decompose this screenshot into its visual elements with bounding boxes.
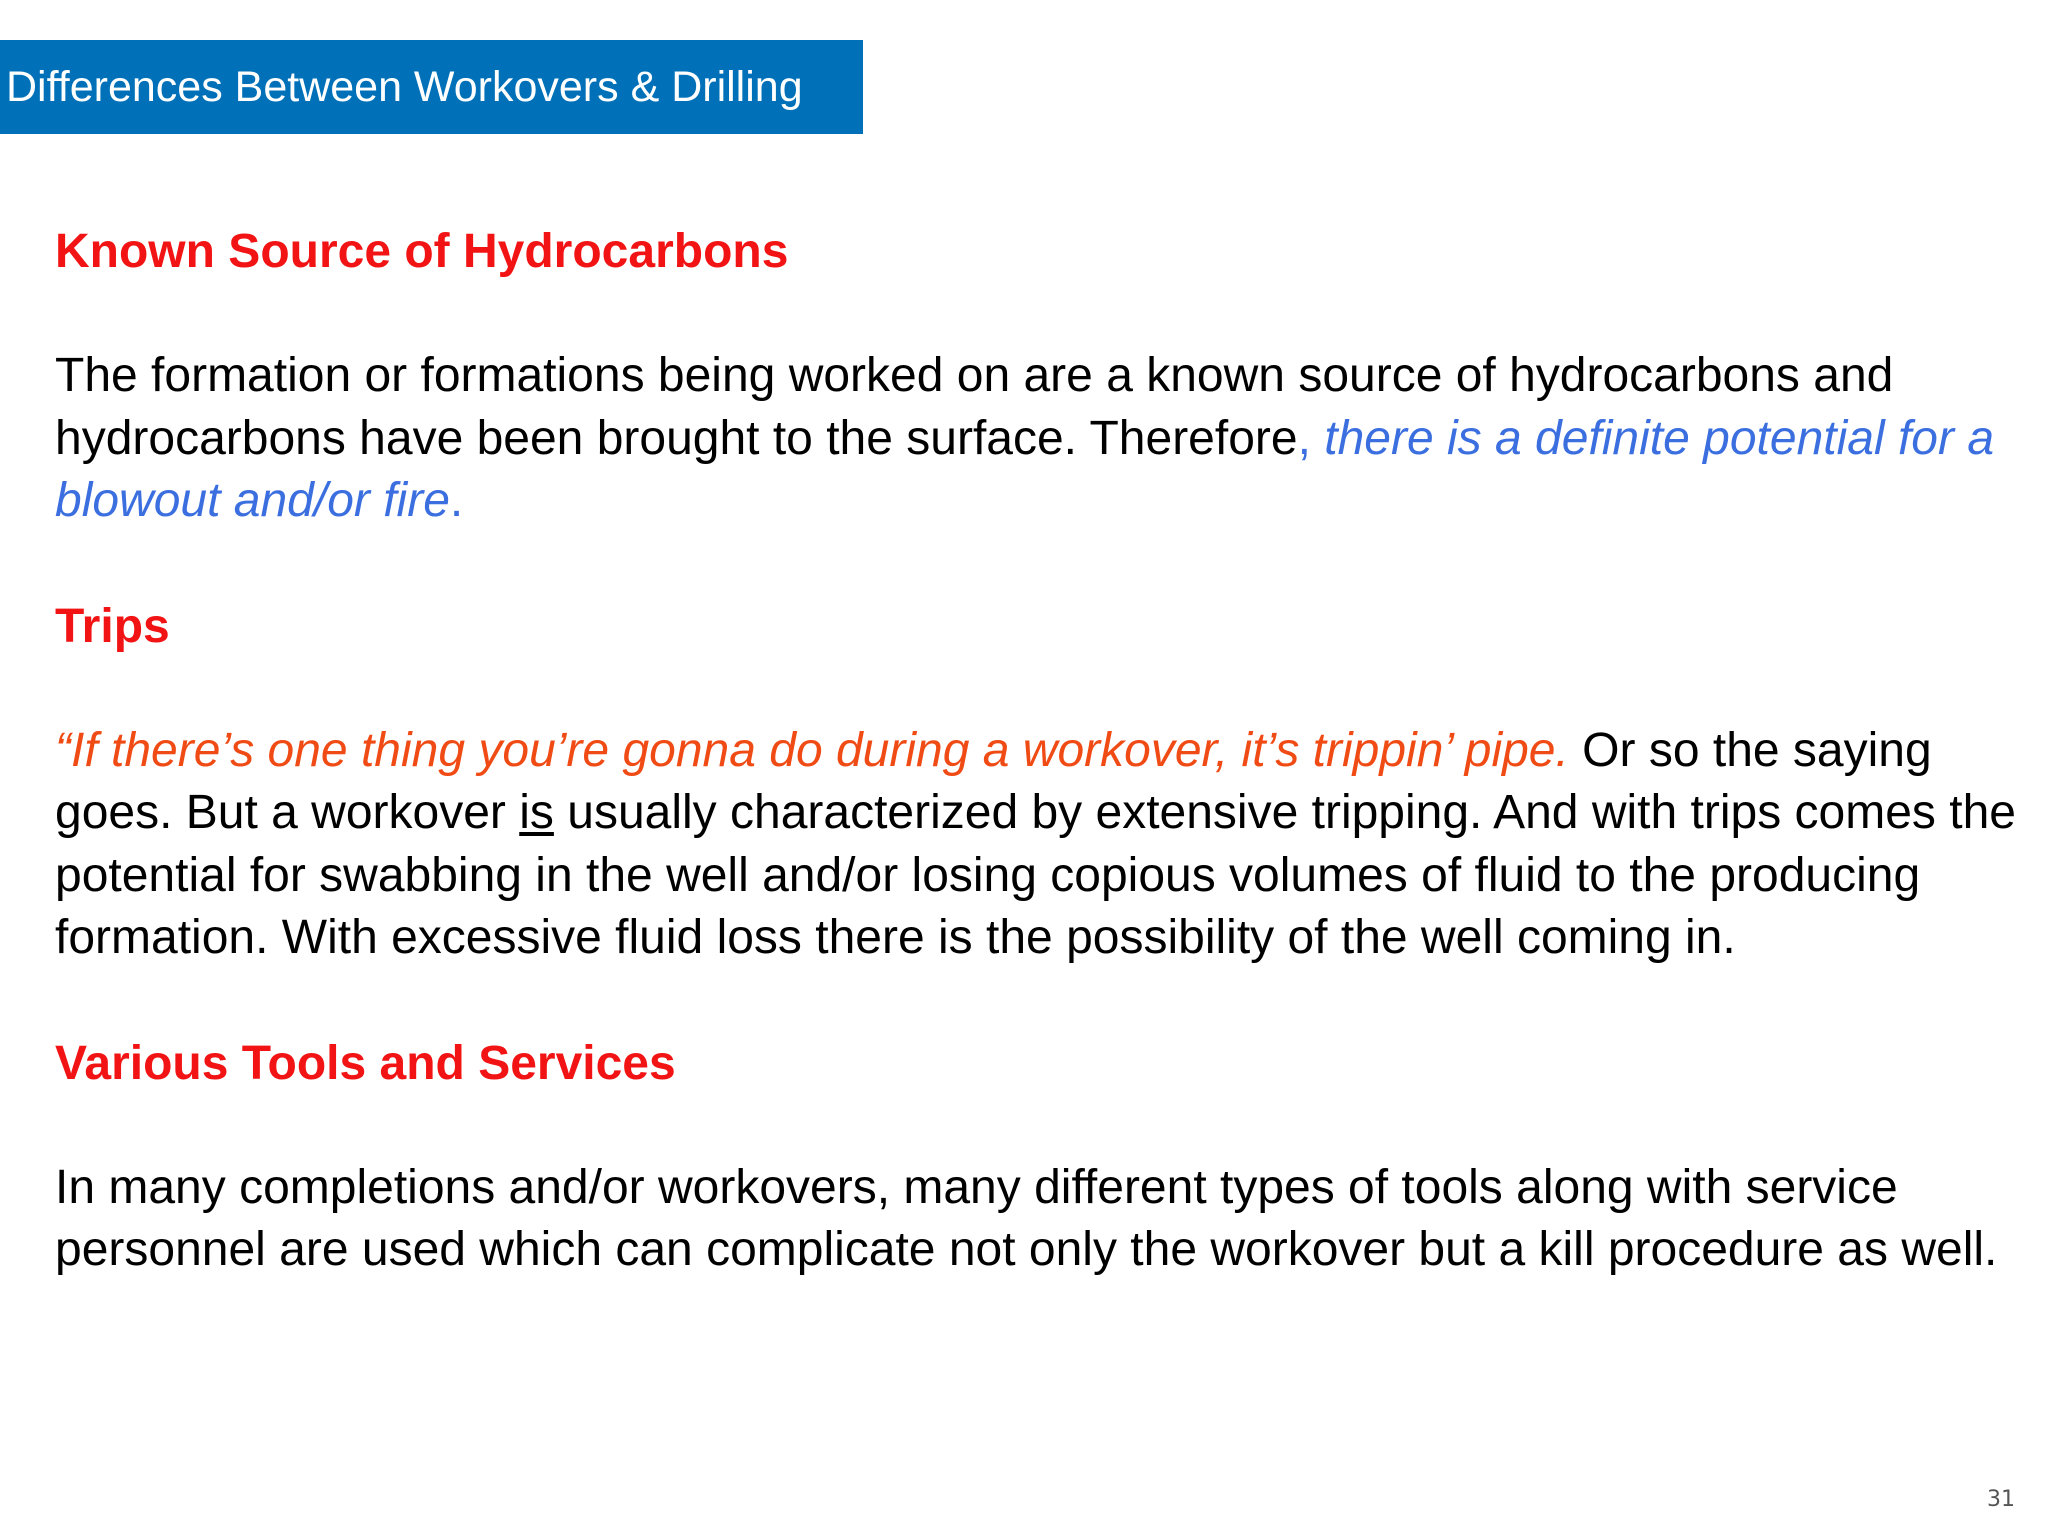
slide-content (55, 220, 2025, 1282)
section-body-known-source (55, 345, 2025, 533)
highlighted-warning: there is a definite potential for a blowout and/or fire (55, 411, 1995, 527)
underlined-word: is (519, 786, 554, 839)
section-body-tools-services: In many completions and/or workovers, many different types of tools along with service personnel are used which can complicate not only the workover but a kill procedure as well. (55, 1160, 1998, 1276)
section-heading-tools-services: Various Tools and Services (55, 1036, 676, 1090)
section-heading-trips: Trips (55, 599, 170, 653)
body-period: . (449, 474, 464, 527)
section-body-trips (55, 720, 2025, 970)
slide-title: Differences Between Workovers & Drilling (0, 40, 863, 134)
trips-quote: “If there’s one thing you’re gonna do during a workover, it’s trippin’ pipe. (55, 723, 1569, 777)
body-text: usually characterized by extensive tripping. And with trips comes the potential for swabbing in the well and/or losing copious volumes of fluid to the producing formation. With excessive fluid loss there is the possibility of the well coming in. (55, 786, 2016, 964)
body-comma: , (1297, 411, 1325, 465)
body-text: The formation or formations being worked on are a known source of hydrocarbons and hydrocarbons have been brought to the surface. Therefore (55, 349, 1894, 465)
page-number: 31 (1987, 1487, 2015, 1512)
section-heading-known-source: Known Source of Hydrocarbons (55, 225, 789, 278)
body-text: Or so the saying goes. But a workover (55, 723, 1932, 839)
